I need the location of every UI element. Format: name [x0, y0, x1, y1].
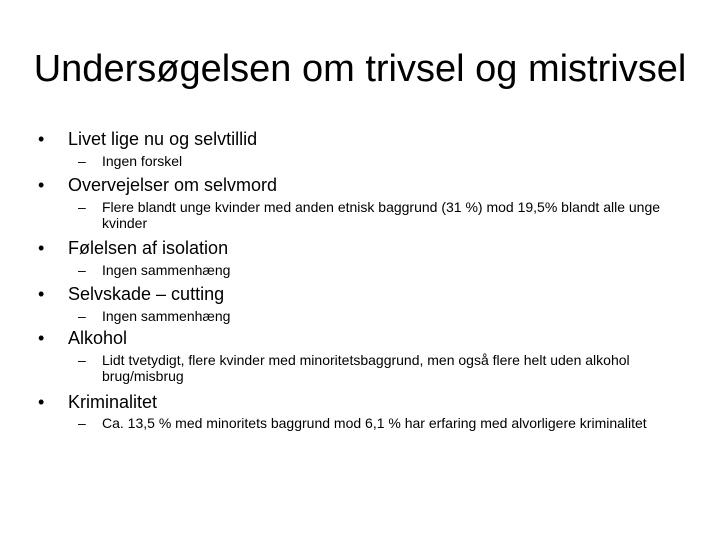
sub-text: Ingen forskel [102, 153, 183, 169]
bullet-text: Kriminalitet [68, 392, 158, 412]
bullet-item-4 [38, 283, 224, 305]
sub-item-6 [78, 415, 678, 431]
bullet-marker: • [38, 238, 45, 258]
sub-text: Ca. 13,5 % med minoritets baggrund mod 6,1 % har erfaring med alvorligere kriminalitet [102, 415, 647, 431]
bullet-item-6 [38, 391, 157, 413]
bullet-text: Alkohol [68, 328, 128, 348]
bullet-text: Selvskade – cutting [68, 284, 225, 304]
sub-text: Ingen sammenhæng [102, 262, 231, 278]
dash-marker: – [78, 199, 86, 215]
bullet-item-3 [38, 237, 228, 259]
sub-item-4 [78, 308, 678, 324]
bullet-item-1 [38, 128, 257, 150]
bullet-item-5 [38, 327, 127, 349]
bullet-marker: • [38, 284, 45, 304]
bullet-item-2 [38, 174, 277, 196]
bullet-marker: • [38, 328, 45, 348]
bullet-text: Følelsen af isolation [68, 238, 229, 258]
dash-marker: – [78, 352, 86, 368]
dash-marker: – [78, 153, 86, 169]
bullet-marker: • [38, 392, 45, 412]
sub-text: Flere blandt unge kvinder med anden etnisk baggrund (31 %) mod 19,5% blandt alle unge kvinder [102, 199, 661, 231]
dash-marker: – [78, 415, 86, 431]
sub-text: Ingen sammenhæng [102, 308, 231, 324]
bullet-text: Livet lige nu og selvtillid [68, 129, 258, 149]
slide-title: Undersøgelsen om trivsel og mistrivsel [33, 48, 687, 90]
bullet-marker: • [38, 175, 45, 195]
sub-text: Lidt tvetydigt, flere kvinder med minoritetsbaggrund, men også flere helt uden alkohol brug/misbrug [102, 352, 630, 384]
sub-item-1 [78, 153, 678, 169]
dash-marker: – [78, 308, 86, 324]
sub-item-5 [78, 352, 678, 384]
sub-item-3 [78, 262, 678, 278]
sub-item-2 [78, 199, 678, 231]
bullet-marker: • [38, 129, 45, 149]
dash-marker: – [78, 262, 86, 278]
bullet-text: Overvejelser om selvmord [68, 175, 278, 195]
